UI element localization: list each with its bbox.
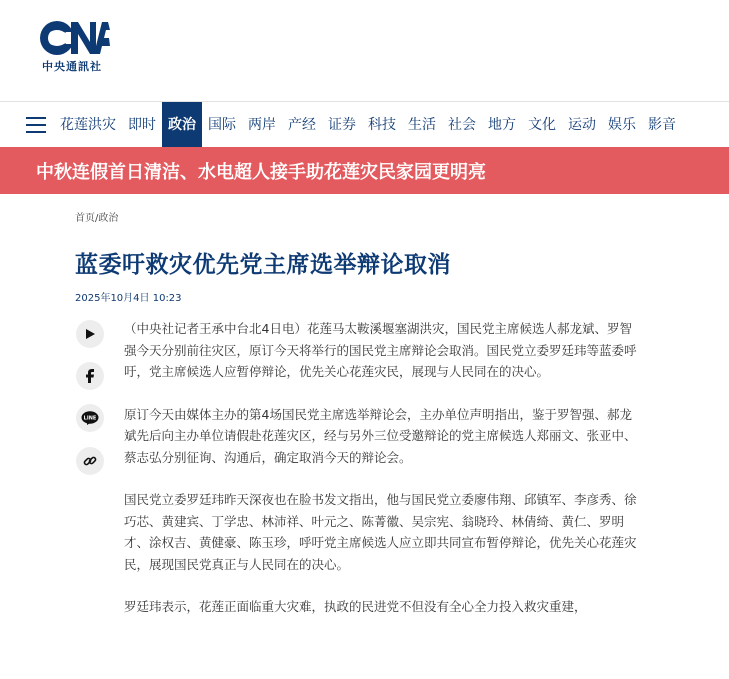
- play-icon: [84, 328, 96, 340]
- nav-item-sports[interactable]: 运动: [568, 117, 596, 133]
- nav-item-economy[interactable]: 产经: [288, 117, 316, 133]
- menu-icon[interactable]: [26, 117, 46, 133]
- line-share-button[interactable]: [76, 404, 104, 432]
- cna-logo-name: 中央通訊社: [42, 60, 102, 73]
- copy-link-button[interactable]: [76, 447, 104, 475]
- facebook-icon: [84, 369, 96, 383]
- nav-item-video[interactable]: 影音: [648, 117, 676, 133]
- article-paragraph: 罗廷玮表示，花莲正面临重大灾难，执政的民进党不但没有全心全力投入救灾重建，: [124, 599, 587, 614]
- article-title: 蓝委吁救灾优先党主席选举辩论取消: [75, 252, 451, 278]
- nav-item-culture[interactable]: 文化: [528, 117, 556, 133]
- nav-item-stocks[interactable]: 证券: [328, 117, 356, 133]
- nav-items: [54, 102, 682, 147]
- nav-item-life[interactable]: 生活: [408, 117, 436, 133]
- link-icon: [83, 454, 97, 468]
- article-paragraph: 原订今天由媒体主办的第4场国民党主席选举辩论会，主办单位声明指出，鉴于罗智强、郝龙斌先后向主办单位请假赴花莲灾区，经与另外三位受邀辩论的党主席候选人郑丽文、张亚中、蔡志弘分别征询、沟通后，确定取消今天的辩论会。: [124, 406, 637, 465]
- article-body: [124, 318, 644, 639]
- headline-banner[interactable]: [0, 147, 729, 194]
- article-paragraph: （中央社记者王承中台北4日电）花莲马太鞍溪堰塞湖洪灾，国民党主席候选人郝龙斌、罗智强今天分别前往灾区，原订今天将举行的国民党主席辩论会取消。国民党立委罗廷玮等蓝委呼吁，党主席候选人应暂停辩论，优先关心花莲灾民，展现与人民同在的决心。: [124, 321, 637, 379]
- nav-item-politics[interactable]: 政治: [162, 102, 202, 147]
- article-datetime: 2025年10月4日 10:23: [75, 293, 182, 304]
- breadcrumb-separator: /: [95, 213, 99, 224]
- nav-item-breaking[interactable]: 即时: [128, 117, 156, 133]
- svg-text:LINE: LINE: [83, 415, 97, 422]
- article-paragraph: 国民党立委罗廷玮昨天深夜也在脸书发文指出，他与国民党立委廖伟翔、邱镇军、李彦秀、徐巧芯、黄建宾、丁学忠、林沛祥、叶元之、陈菁徽、吴宗宪、翁晓玲、林倩绮、黄仁、罗明才、涂权吉、黄健豪、陈玉珍，呼吁党主席候选人应立即共同宣布暂停辩论，优先关心花莲灾民，展现国民党真正与人民同在的决心。: [124, 492, 637, 572]
- facebook-share-button[interactable]: [76, 362, 104, 390]
- main-navbar: [0, 101, 729, 147]
- play-audio-button[interactable]: [76, 320, 104, 348]
- nav-item-local[interactable]: 地方: [488, 117, 516, 133]
- breadcrumb-home[interactable]: 首页: [75, 213, 95, 224]
- nav-item-international[interactable]: 国际: [208, 117, 236, 133]
- breadcrumb-section[interactable]: 政治: [98, 213, 119, 224]
- nav-item-tech[interactable]: 科技: [368, 117, 396, 133]
- nav-item-cross-strait[interactable]: 两岸: [248, 117, 276, 133]
- nav-item-entertainment[interactable]: 娱乐: [608, 117, 636, 133]
- banner-text: 中秋连假首日清洁、水电超人接手助花莲灾民家园更明亮: [36, 162, 486, 183]
- breadcrumb: [75, 209, 118, 224]
- cna-logo-icon: [38, 18, 110, 58]
- line-icon: [81, 411, 99, 425]
- nav-item-hualien-flood[interactable]: 花莲洪灾: [60, 117, 116, 133]
- nav-item-society[interactable]: 社会: [448, 117, 476, 133]
